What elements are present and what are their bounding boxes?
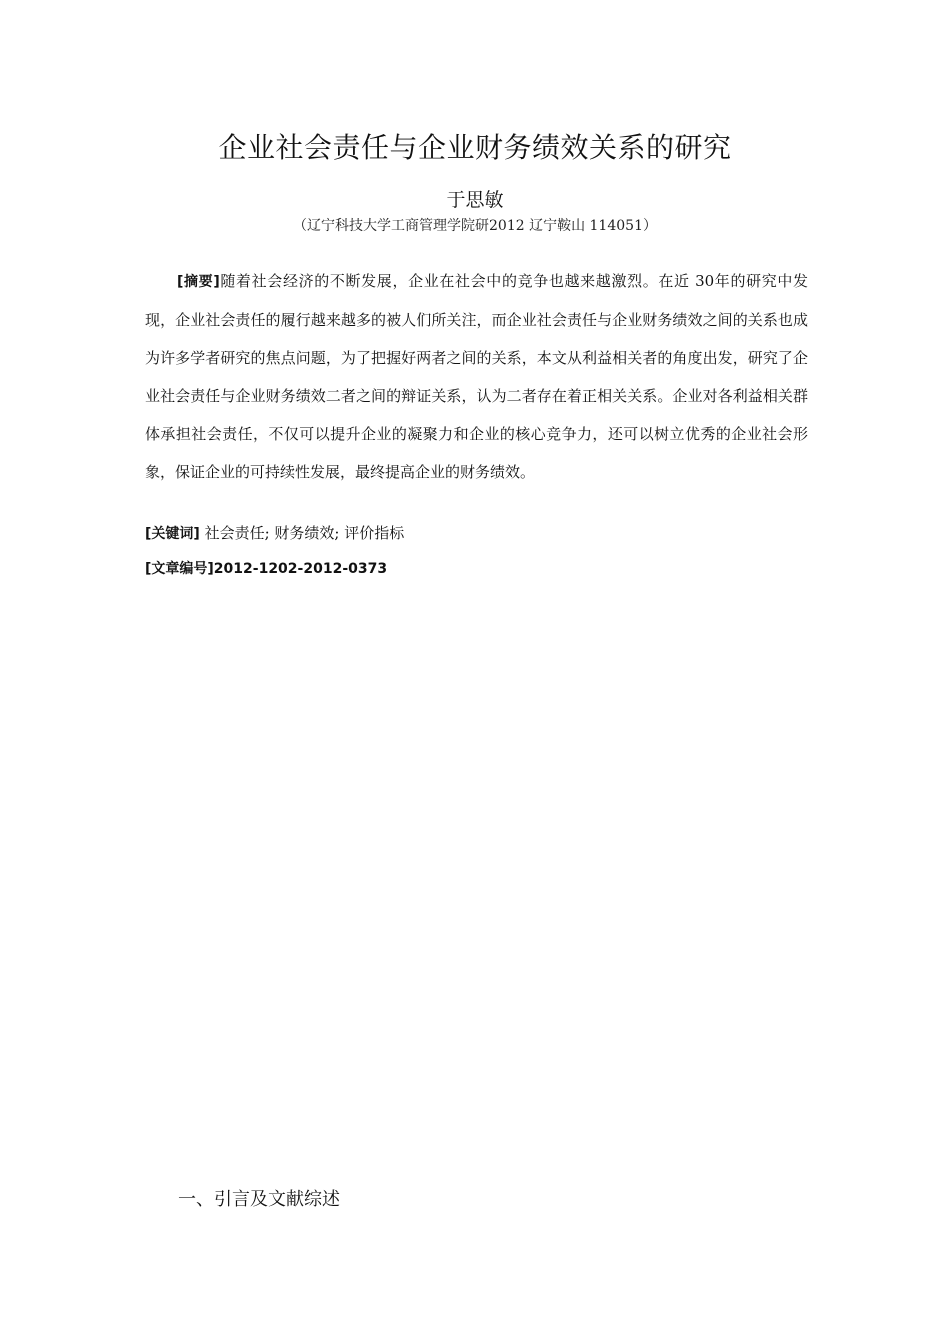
article-number-label: [文章编号] — [145, 561, 214, 577]
keywords-label: [关键词] — [145, 526, 200, 542]
keywords-text: 社会责任; 财务绩效; 评价指标 — [204, 524, 405, 542]
keywords-line — [145, 518, 404, 549]
section-heading: 一、引言及文献综述 — [178, 1189, 340, 1210]
article-number-value: 2012-1202-2012-0373 — [213, 561, 388, 577]
article-number-line — [145, 553, 387, 584]
paper-title: 企业社会责任与企业财务绩效关系的研究 — [218, 131, 732, 164]
abstract-label: [摘要] — [177, 274, 220, 290]
abstract-text: 随着社会经济的不断发展，企业在社会中的竞争也越来越激烈。在近 30年的研究中发现，企业社会责任的履行越来越多的被人们所关注，而企业社会责任与企业财务绩效之间的关系也成为许多学者研究的焦点问题，为了把握好两者之间的关系，本文从利益相关者的角度出发，研究了企业社会责任与企业财务绩效二者之间的辩证关系，认为二者存在着正相关关系。企业对各利益相关群体承担社会责任，不仅可以提升企业的凝聚力和企业的核心竞争力，还可以树立优秀的企业社会形象，保证企业的可持续性发展，最终提高企业的财务绩效。 — [145, 272, 809, 481]
author-affiliation: （辽宁科技大学工商管理学院研2012 辽宁鞍山 114051） — [293, 218, 657, 234]
abstract-paragraph — [145, 262, 808, 491]
author-name: 于思敏 — [446, 189, 504, 211]
